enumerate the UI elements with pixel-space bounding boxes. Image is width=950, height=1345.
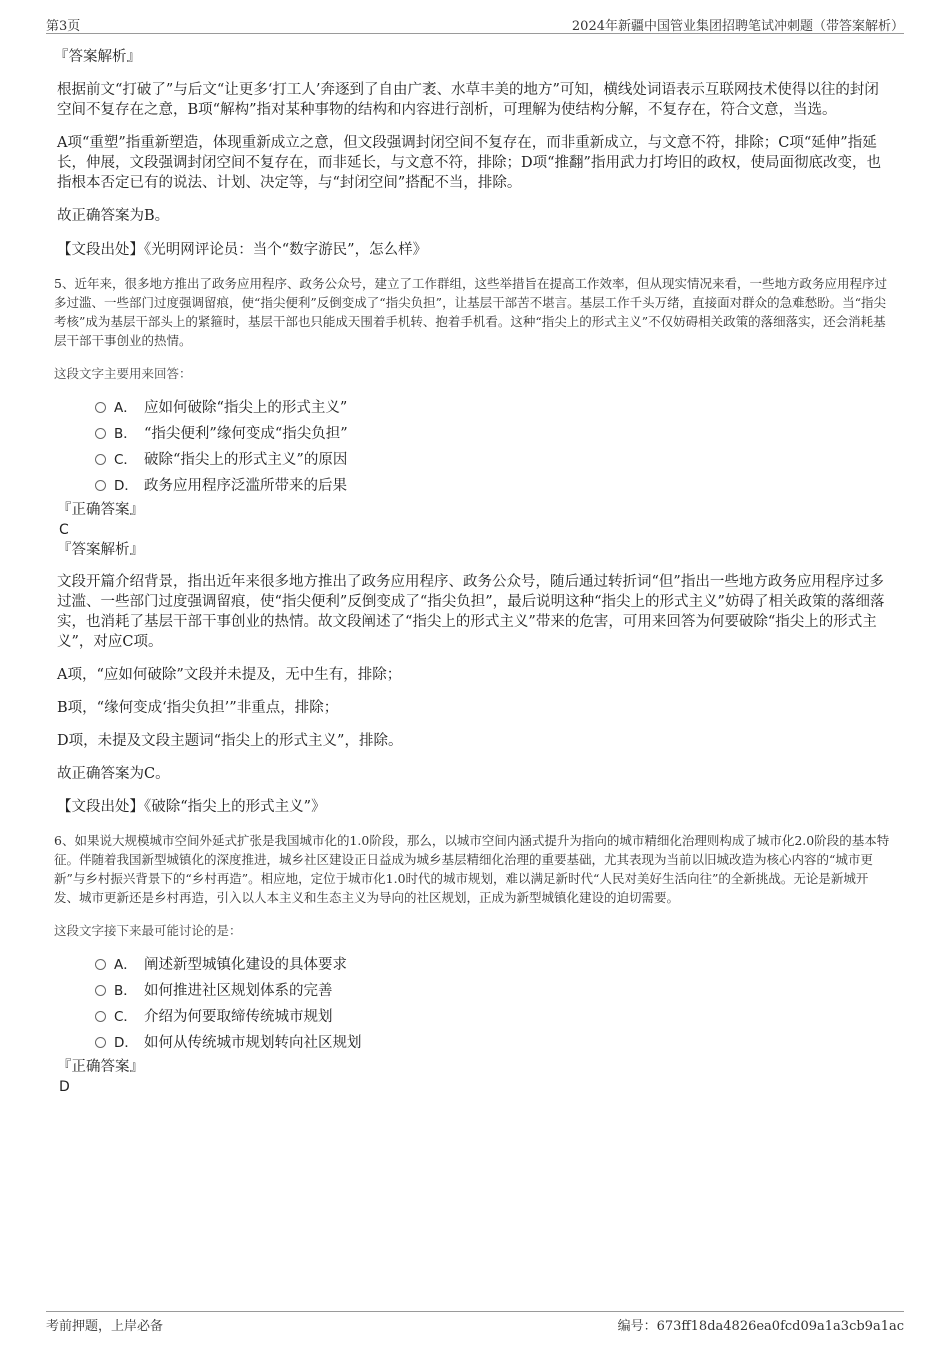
page-footer	[46, 1311, 904, 1332]
page-number: 第3页	[46, 19, 81, 34]
footer-slogan: 考前押题，上岸必备	[46, 1319, 164, 1334]
correct-answer-label: 『正确答案』	[57, 502, 144, 518]
option-letter: D．	[114, 1035, 138, 1051]
option-letter: C．	[114, 452, 137, 468]
analysis-paragraph: D项，未提及文段主题词“指尖上的形式主义”，排除。	[57, 733, 403, 749]
radio-button[interactable]	[95, 1037, 106, 1048]
option-letter: D．	[114, 478, 138, 494]
correct-answer-label: 『正确答案』	[57, 1059, 144, 1075]
option-text: “指尖便利”缘何变成“指尖负担”	[144, 426, 348, 442]
option-b[interactable]	[95, 421, 890, 447]
option-letter: A．	[114, 400, 137, 416]
analysis-paragraph: B项，“缘何变成‘指尖负担’”非重点，排除；	[57, 700, 339, 716]
document-code: 编号：673ff18da4826ea0fcd09a1a3cb9a1ac	[617, 1319, 904, 1334]
answer-analysis-label: 『答案解析』	[54, 49, 141, 65]
question-6-prompt: 这段文字接下来最可能讨论的是：	[54, 923, 242, 938]
correct-answer: C	[59, 522, 69, 538]
analysis-paragraph: A项，“应如何破除”文段并未提及，无中生有，排除；	[57, 667, 402, 683]
option-letter: C．	[114, 1009, 137, 1025]
option-text: 如何推进社区规划体系的完善	[144, 983, 333, 999]
question-5-options	[95, 395, 890, 499]
question-5-text: 5、近年来，很多地方推出了政务应用程序、政务公众号，建立了工作群组，这些举措旨在提高工作效率，但从现实情况来看，一些地方政务应用程序过多过滥、一些部门过度强调留痕，使“指尖便利”反倒变成了“指尖负担”，让基层干部苦不堪言。基层工作千头万绪，直接面对群众的急难愁盼。当“指尖考核”成为基层干部头上的紧箍时，基层干部也只能成天围着手机转、抱着手机看。这种“指尖上的形式主义”不仅妨碍相关政策的落细落实，还会消耗基层干部干事创业的热情。	[54, 276, 887, 348]
option-letter: A．	[114, 957, 137, 973]
option-text: 政务应用程序泛滥所带来的后果	[144, 478, 347, 494]
answer-analysis-label: 『答案解析』	[57, 542, 144, 558]
source-citation: 【文段出处】《光明网评论员：当个“数字游民”，怎么样》	[57, 242, 428, 258]
option-text: 应如何破除“指尖上的形式主义”	[144, 400, 348, 416]
option-c[interactable]	[95, 447, 890, 473]
option-letter: B．	[114, 983, 137, 999]
option-d[interactable]	[95, 1030, 890, 1056]
page-content	[54, 47, 890, 1097]
option-text: 介绍为何要取缔传统城市规划	[144, 1009, 333, 1025]
question-5-prompt: 这段文字主要用来回答：	[54, 366, 192, 381]
option-c[interactable]	[95, 1004, 890, 1030]
radio-button[interactable]	[95, 480, 106, 491]
analysis-paragraph: 文段开篇介绍背景，指出近年来很多地方推出了政务应用程序、政务公众号，随后通过转折词“但”指出一些地方政务应用程序过多过滥、一些部门过度强调留痕，使“指尖便利”反倒变成了“指尖负担”，最后说明这种“指尖上的形式主义”妨碍了相关政策的落细落实，也消耗了基层干部干事创业的热情。故文段阐述了“指尖上的形式主义”带来的危害，可用来回答为何要破除“指尖上的形式主义”，对应C项。	[57, 574, 885, 650]
radio-button[interactable]	[95, 454, 106, 465]
option-text: 破除“指尖上的形式主义”的原因	[144, 452, 348, 468]
analysis-conclusion: 故正确答案为B。	[57, 208, 170, 224]
radio-button[interactable]	[95, 402, 106, 413]
radio-button[interactable]	[95, 985, 106, 996]
option-a[interactable]	[95, 952, 890, 978]
option-text: 如何从传统城市规划转向社区规划	[144, 1035, 362, 1051]
page-header	[46, 13, 904, 34]
radio-button[interactable]	[95, 428, 106, 439]
document-title: 2024年新疆中国管业集团招聘笔试冲刺题（带答案解析）	[571, 19, 904, 34]
option-text: 阐述新型城镇化建设的具体要求	[144, 957, 347, 973]
analysis-paragraph: 根据前文“打破了”与后文“让更多‘打工人’奔逐到了自由广袤、水草丰美的地方”可知，横线处词语表示互联网技术使得以往的封闭空间不复存在之意，B项“解构”指对某种事物的结构和内容进行剖析，可理解为使结构分解，不复存在，符合文意，当选。	[57, 82, 879, 118]
question-6-options	[95, 952, 890, 1056]
option-b[interactable]	[95, 978, 890, 1004]
option-d[interactable]	[95, 473, 890, 499]
radio-button[interactable]	[95, 1011, 106, 1022]
analysis-paragraph: A项“重塑”指重新塑造，体现重新成立之意，但文段强调封闭空间不复存在，而非重新成立，与文意不符，排除；C项“延伸”指延长，伸展，文段强调封闭空间不复存在，而非延长，与文意不符，排除；D项“推翻”指用武力打垮旧的政权，使局面彻底改变，也指根本否定已有的说法、计划、决定等，与“封闭空间”搭配不当，排除。	[57, 135, 881, 191]
correct-answer: D	[59, 1079, 70, 1095]
source-citation: 【文段出处】《破除“指尖上的形式主义”》	[57, 799, 326, 815]
option-letter: B．	[114, 426, 137, 442]
option-a[interactable]	[95, 395, 890, 421]
analysis-conclusion: 故正确答案为C。	[57, 766, 170, 782]
radio-button[interactable]	[95, 959, 106, 970]
question-6-text: 6、如果说大规模城市空间外延式扩张是我国城市化的1.0阶段，那么，以城市空间内涵式提升为指向的城市精细化治理则构成了城市化2.0阶段的基本特征。伴随着我国新型城镇化的深度推进，城乡社区建设正日益成为城乡基层精细化治理的重要基础，尤其表现为当前以旧城改造为核心内容的“城市更新”与乡村振兴背景下的“乡村再造”。相应地，定位于城市化1.0时代的城市规划，难以满足新时代“人民对美好生活向往”的全新挑战。无论是新城开发、城市更新还是乡村再造，引入以人本主义和生态主义为导向的社区规划，正成为新型城镇化建设的迫切需要。	[54, 833, 890, 905]
